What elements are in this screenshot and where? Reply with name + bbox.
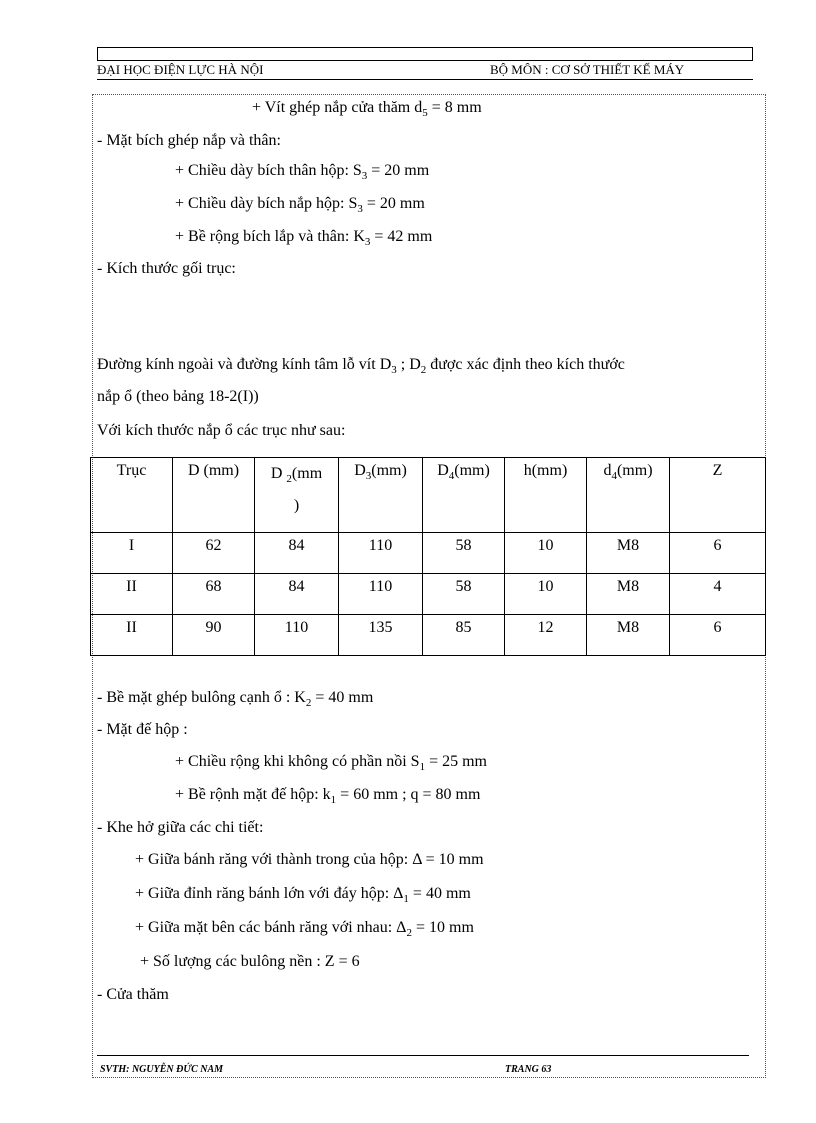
th-z: Z (670, 458, 766, 533)
line-base-width: + Chiều rộng khi không có phần nồi $S_1 = 25$ mm (175, 753, 487, 774)
line-diameter-desc: Đường kính ngoài và đường kính tâm lỗ vít $D_3$ ; $D_2$ được xác định theo kích thước (97, 356, 625, 377)
table-header-row (91, 458, 766, 533)
cell: 10 (505, 533, 587, 574)
table-row (91, 574, 766, 615)
th-d: D (mm) (173, 458, 255, 533)
header-university: ĐẠI HỌC ĐIỆN LỰC HÀ NỘI (97, 62, 264, 77)
table-row (91, 615, 766, 656)
line-gap-gear-side: + Giữa mặt bên các bánh răng với nhau: $\Delta_2 = 10$ mm (135, 919, 474, 940)
cell: 84 (255, 574, 339, 615)
line-gap-gear-wall: + Giữa bánh răng với thành trong của hộp: Δ = 10 mm (135, 851, 484, 868)
th-h: h(mm) (505, 458, 587, 533)
header-box (97, 47, 753, 61)
cell: 12 (505, 615, 587, 656)
cell: 58 (423, 533, 505, 574)
line-base-heading: - Mặt đế hộp : (97, 721, 188, 738)
line-flange-body: + Chiều dày bích thân hộp: $S_3 = 20$ mm (175, 162, 430, 183)
bearing-cover-table (90, 457, 766, 656)
line-screw-cover: + Vít ghép nắp cửa thăm $d_5 = 8$ mm (252, 99, 482, 120)
cell: 90 (173, 615, 255, 656)
cell: M8 (587, 615, 670, 656)
cell: 68 (173, 574, 255, 615)
line-bearing-heading: - Kích thước gối trục: (97, 260, 236, 277)
cell: 62 (173, 533, 255, 574)
cell: 110 (339, 574, 423, 615)
cell: 110 (339, 533, 423, 574)
cell: M8 (587, 574, 670, 615)
th-truc: Trục (91, 458, 173, 533)
cell: 4 (670, 574, 766, 615)
footer-page: TRANG 63 (505, 1064, 552, 1075)
header-divider (97, 79, 753, 80)
cell: II (91, 574, 173, 615)
line-flange-cover: + Chiều dày bích nắp hộp: $S_3 = 20$ mm (175, 195, 425, 216)
cell: 58 (423, 574, 505, 615)
line-gap-heading: - Khe hở giữa các chi tiết: (97, 819, 264, 836)
line-table-intro: Với kích thước nắp ổ các trục như sau: (97, 422, 346, 439)
line-flange-heading: - Mặt bích ghép nắp và thân: (97, 132, 281, 149)
line-bolt-surface: - Bề mặt ghép bulông cạnh ổ : $K_2 = 40$ mm (97, 689, 374, 710)
th-d4: $D_4(mm)$ (423, 458, 505, 533)
table-row (91, 533, 766, 574)
cell: 6 (670, 533, 766, 574)
cell: 6 (670, 615, 766, 656)
line-table-ref: nắp ổ (theo bảng 18-2(I)) (97, 388, 259, 405)
cell: 110 (255, 615, 339, 656)
cell: 135 (339, 615, 423, 656)
th-d4-small: $d_4(mm)$ (587, 458, 670, 533)
footer-student: SVTH: NGUYỄN ĐỨC NAM (100, 1064, 224, 1075)
cell: II (91, 615, 173, 656)
th-d3: $D_3(mm)$ (339, 458, 423, 533)
footer-divider (97, 1055, 749, 1056)
line-gap-gear-bottom: + Giữa đỉnh răng bánh lớn với đáy hộp: $\Delta_1 = 40$ mm (135, 885, 471, 906)
header-department: BỘ MÔN : CƠ SỞ THIẾT KẾ MÁY (490, 62, 685, 77)
line-base-face: + Bề rộnh mặt đế hộp: $k_1 = 60$ mm ; q = 80 mm (175, 786, 481, 807)
line-bolt-count: + Số lượng các bulông nền : Z = 6 (140, 953, 360, 970)
cell: I (91, 533, 173, 574)
th-d2: D $_2$(mm ) (255, 458, 339, 533)
cell: 85 (423, 615, 505, 656)
cell: M8 (587, 533, 670, 574)
line-inspection-door: - Cửa thăm (97, 986, 169, 1003)
cell: 10 (505, 574, 587, 615)
line-flange-width: + Bề rộng bích lắp và thân: $K_3 = 42$ mm (175, 228, 433, 249)
cell: 84 (255, 533, 339, 574)
